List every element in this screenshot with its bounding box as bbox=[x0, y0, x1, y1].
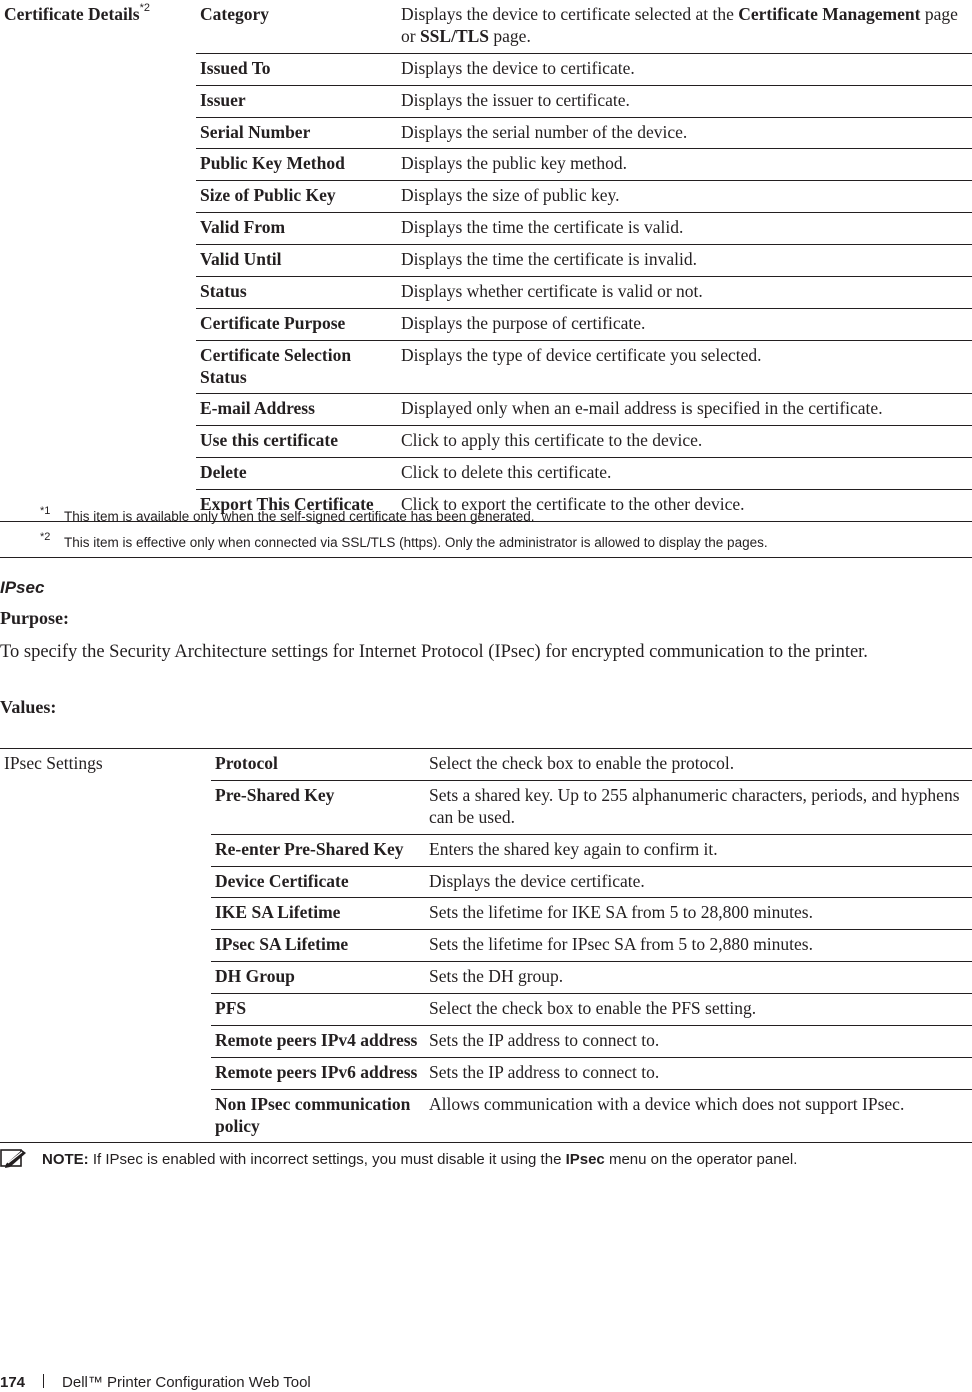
item-description: Enters the shared key again to confirm it. bbox=[425, 834, 972, 866]
item-name: Certificate Purpose bbox=[196, 308, 397, 340]
item-description: Displays the device to certificate selected at the Certificate Management page or SSL/TLS page. bbox=[397, 0, 972, 53]
item-name: Status bbox=[196, 276, 397, 308]
ipsec-settings-label: IPsec Settings bbox=[0, 749, 211, 1143]
item-name: PFS bbox=[211, 994, 425, 1026]
item-name: Remote peers IPv4 address bbox=[211, 1025, 425, 1057]
table-row bbox=[0, 749, 972, 781]
item-description: Sets the IP address to connect to. bbox=[425, 1057, 972, 1089]
note: NOTE: If IPsec is enabled with incorrect settings, you must disable it using the IPsec menu on the operator panel. bbox=[0, 1148, 797, 1168]
item-name: Valid From bbox=[196, 213, 397, 245]
item-name: Issuer bbox=[196, 85, 397, 117]
item-name: Issued To bbox=[196, 53, 397, 85]
item-description: Select the check box to enable the protocol. bbox=[425, 749, 972, 781]
item-description: Displays the size of public key. bbox=[397, 181, 972, 213]
item-name: Device Certificate bbox=[211, 866, 425, 898]
item-name: Remote peers IPv6 address bbox=[211, 1057, 425, 1089]
item-name: Pre-Shared Key bbox=[211, 780, 425, 834]
item-name: E-mail Address bbox=[196, 394, 397, 426]
footer-divider bbox=[43, 1374, 44, 1388]
item-name: Size of Public Key bbox=[196, 181, 397, 213]
item-description: Sets the IP address to connect to. bbox=[425, 1025, 972, 1057]
footnote-1: *1 This item is available only when the self-signed certificate has been generated. bbox=[40, 505, 535, 524]
purpose-label: Purpose: bbox=[0, 608, 69, 628]
ipsec-settings-table bbox=[0, 748, 972, 1143]
item-name: Serial Number bbox=[196, 117, 397, 149]
purpose-text: To specify the Security Architecture settings for Internet Protocol (IPsec) for encrypted communication to the printer. bbox=[0, 642, 868, 662]
item-name: Valid Until bbox=[196, 245, 397, 277]
item-description: Displays the device certificate. bbox=[425, 866, 972, 898]
item-description: Displays the public key method. bbox=[397, 149, 972, 181]
table-row bbox=[0, 0, 972, 53]
footnote-2: *2 This item is effective only when connected via SSL/TLS (https). Only the administrator is allowed to display the pages. bbox=[40, 531, 768, 550]
item-description: Click to export the certificate to the other device. bbox=[397, 490, 972, 522]
item-description: Select the check box to enable the PFS setting. bbox=[425, 994, 972, 1026]
item-description: Click to delete this certificate. bbox=[397, 458, 972, 490]
item-name: Public Key Method bbox=[196, 149, 397, 181]
item-name: Delete bbox=[196, 458, 397, 490]
footnotes bbox=[0, 501, 972, 558]
note-label: NOTE: bbox=[42, 1151, 89, 1168]
certificate-details-label: Certificate Details$^{*2}$ bbox=[0, 0, 196, 521]
item-description: Sets the DH group. bbox=[425, 962, 972, 994]
item-name: Non IPsec communication policy bbox=[211, 1089, 425, 1143]
item-description: Sets the lifetime for IKE SA from 5 to 28,800 minutes. bbox=[425, 898, 972, 930]
item-description: Displays the time the certificate is valid. bbox=[397, 213, 972, 245]
page-number: 174 bbox=[0, 1374, 26, 1391]
footer-title: Dell™ Printer Configuration Web Tool bbox=[62, 1374, 311, 1391]
item-name: DH Group bbox=[211, 962, 425, 994]
certificate-details-table bbox=[0, 0, 972, 522]
item-description: Displays the device to certificate. bbox=[397, 53, 972, 85]
item-description: Allows communication with a device which does not support IPsec. bbox=[425, 1089, 972, 1143]
item-description: Displays the time the certificate is invalid. bbox=[397, 245, 972, 277]
item-description: Displays the issuer to certificate. bbox=[397, 85, 972, 117]
item-description: Displays the purpose of certificate. bbox=[397, 308, 972, 340]
item-name: Category bbox=[196, 0, 397, 53]
item-description: Displays the serial number of the device. bbox=[397, 117, 972, 149]
item-name: Re-enter Pre-Shared Key bbox=[211, 834, 425, 866]
item-description: Displays whether certificate is valid or not. bbox=[397, 276, 972, 308]
item-name: Use this certificate bbox=[196, 426, 397, 458]
item-name: Protocol bbox=[211, 749, 425, 781]
item-description: Displayed only when an e-mail address is specified in the certificate. bbox=[397, 394, 972, 426]
item-description: Displays the type of device certificate you selected. bbox=[397, 340, 972, 394]
item-description: Sets the lifetime for IPsec SA from 5 to 2,880 minutes. bbox=[425, 930, 972, 962]
values-label: Values: bbox=[0, 697, 57, 717]
item-name: Export This Certificate bbox=[196, 490, 397, 522]
item-name: IKE SA Lifetime bbox=[211, 898, 425, 930]
pencil-note-icon bbox=[0, 1148, 28, 1168]
item-description: Sets a shared key. Up to 255 alphanumeric characters, periods, and hyphens can be used. bbox=[425, 780, 972, 834]
page-footer bbox=[0, 1374, 311, 1391]
ipsec-menu-name: IPsec bbox=[565, 1151, 605, 1168]
item-name: Certificate Selection Status bbox=[196, 340, 397, 394]
item-description: Click to apply this certificate to the device. bbox=[397, 426, 972, 458]
section-title: IPsec bbox=[0, 578, 45, 597]
item-name: IPsec SA Lifetime bbox=[211, 930, 425, 962]
